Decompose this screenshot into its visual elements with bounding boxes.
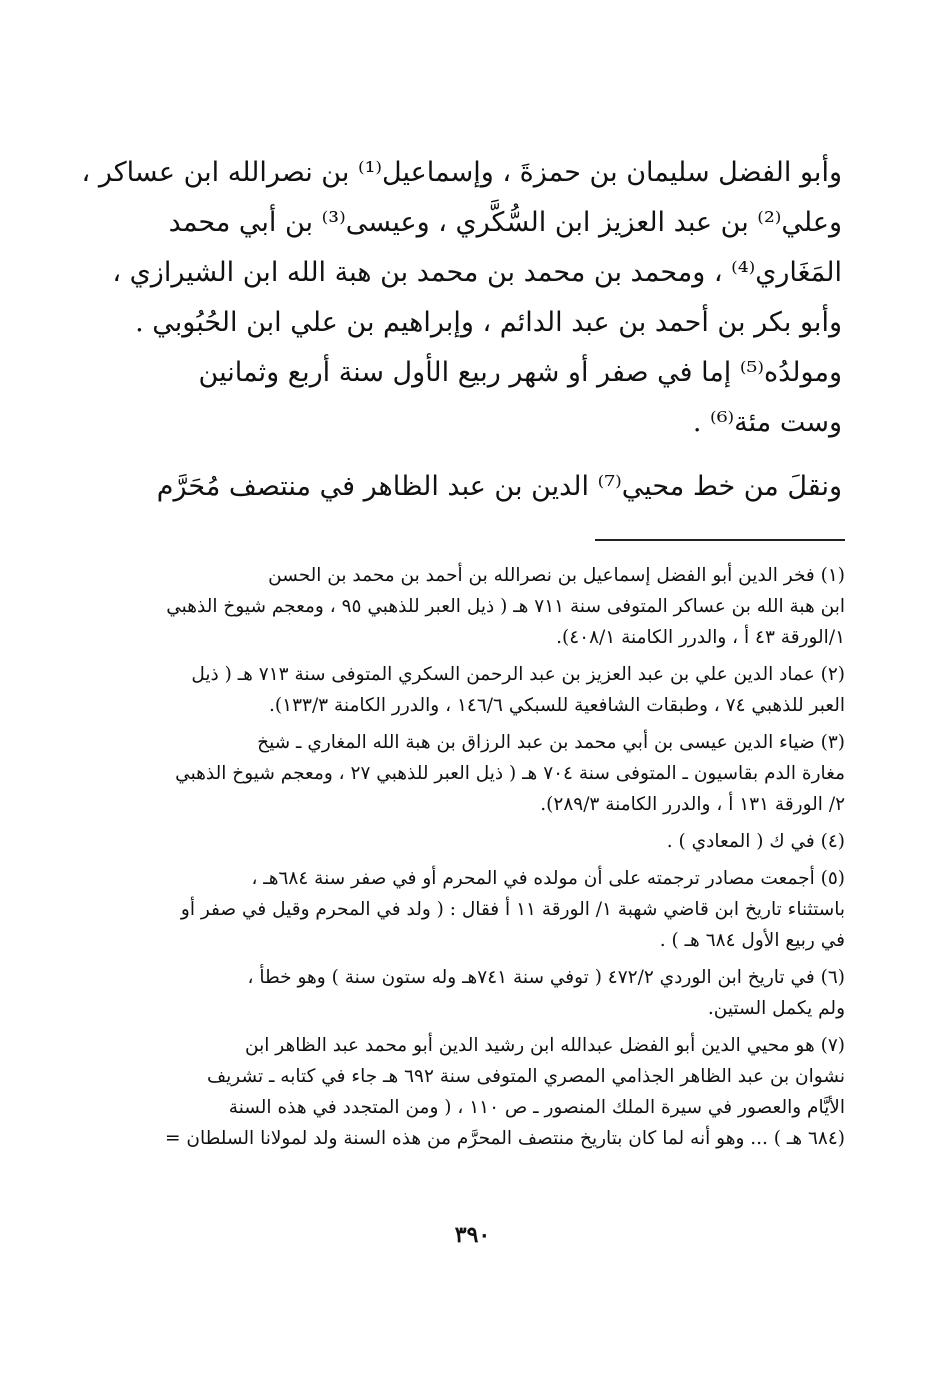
footnote-divider [595, 539, 845, 541]
footnote-line: (٧) هو محيي الدين أبو الفضل عبدالله ابن رشيد الدين أبو محمد عبد الظاهر ابن [245, 1035, 845, 1056]
main-text-line: وأبو الفضل سليمان بن حمزةَ ، وإسماعيل⁽¹⁾ بن نصرالله ابن عساكر ، [81, 157, 842, 188]
footnote-line: ١/الورقة ٤٣ أ ، والدرر الكامنة ٤٠٨/١). [556, 627, 845, 648]
footnote-line: (٣) ضياء الدين عيسى بن أبي محمد بن عبد الرزاق بن هبة الله المغاري ـ شيخ [257, 732, 845, 753]
footnote-line: (١) فخر الدين أبو الفضل إسماعيل بن نصرالله بن أحمد بن محمد بن الحسن [268, 565, 845, 586]
footnote-line: ولم يكمل الستين. [707, 998, 845, 1019]
footnote-line: في ربيع الأول ٦٨٤ هـ ) . [659, 930, 845, 951]
footnote-7 [105, 1030, 845, 1154]
footnote-5 [105, 863, 845, 956]
footnote-line: (٦٨٤ هـ ) ... وهو أنه لما كان بتاريخ منتصف المحرَّم من هذه السنة ولد لمولانا السلطان = [165, 1128, 845, 1149]
footnote-line: (٥) أجمعت مصادر ترجمته على أن مولده في المحرم أو في صفر سنة ٦٨٤هـ ، [251, 868, 845, 889]
main-text-line: المَغَاري⁽⁴⁾ ، ومحمد بن محمد بن محمد بن هبة الله ابن الشيرازي ، [112, 257, 842, 288]
footnote-3 [105, 727, 845, 820]
footnote-line: ٢/ الورقة ١٣١ أ ، والدرر الكامنة ٢٨٩/٣). [540, 794, 845, 815]
footnote-1 [105, 560, 845, 653]
footnote-line: (٦) في تاريخ ابن الوردي ٤٧٢/٢ ( توفي سنة ٧٤١هـ وله ستون سنة ) وهو خطأ ، [247, 967, 845, 988]
footnote-line: العبر للذهبي ٧٤ ، وطبقات الشافعية للسبكي ١٤٦/٦ ، والدرر الكامنة ١٣٣/٣). [269, 695, 845, 716]
footnote-line: ابن هبة الله بن عساكر المتوفى سنة ٧١١ هـ ( ذيل العبر للذهبي ٩٥ ، ومعجم شيوخ الذهبي [166, 596, 845, 617]
footnote-line: مغارة الدم بقاسيون ـ المتوفى سنة ٧٠٤ هـ ( ذيل العبر للذهبي ٢٧ ، ومعجم شيوخ الذهبي [175, 763, 845, 784]
footnote-line: (٤) في ك ( المعادي ) . [666, 831, 845, 852]
main-text-line: وعلي⁽²⁾ بن عبد العزيز ابن السُّكَّري ، وعيسى⁽³⁾ بن أبي محمد [168, 207, 842, 238]
main-text-line: ونقلَ من خط محيي⁽⁷⁾ الدين بن عبد الظاهر في منتصف مُحَرَّم [156, 471, 842, 502]
main-text-line: ومولدُه⁽⁵⁾ إما في صفر أو شهر ربيع الأول سنة أربع وثمانين [198, 357, 842, 388]
main-text-line: وست مئة⁽⁶⁾ . [692, 407, 842, 438]
footnote-2 [105, 659, 845, 721]
main-text-block [81, 148, 842, 512]
footnote-line: (٢) عماد الدين علي بن عبد العزيز بن عبد الرحمن السكري المتوفى سنة ٧١٣ هـ ( ذيل [191, 664, 845, 685]
footnote-line: باستثناء تاريخ ابن قاضي شهبة ١/ الورقة ١١ أ فقال : ( ولد في المحرم وقيل في صفر أو [180, 899, 845, 920]
footnote-4 [105, 826, 845, 857]
main-text-line: وأبو بكر بن أحمد بن عبد الدائم ، وإبراهيم بن علي ابن الحُبُوبي . [135, 307, 842, 338]
footnote-line: نشوان بن عبد الظاهر الجذامي المصري المتوفى سنة ٦٩٢ هـ جاء في كتابه ـ تشريف [206, 1066, 845, 1087]
page-number: ٣٩٠ [454, 1222, 491, 1248]
footnote-line: الأيَّام والعصور في سيرة الملك المنصور ـ ص ١١٠ ، ( ومن المتجدد في هذه السنة [228, 1097, 845, 1118]
footnote-6 [105, 962, 845, 1024]
footnotes-block [105, 560, 845, 1154]
